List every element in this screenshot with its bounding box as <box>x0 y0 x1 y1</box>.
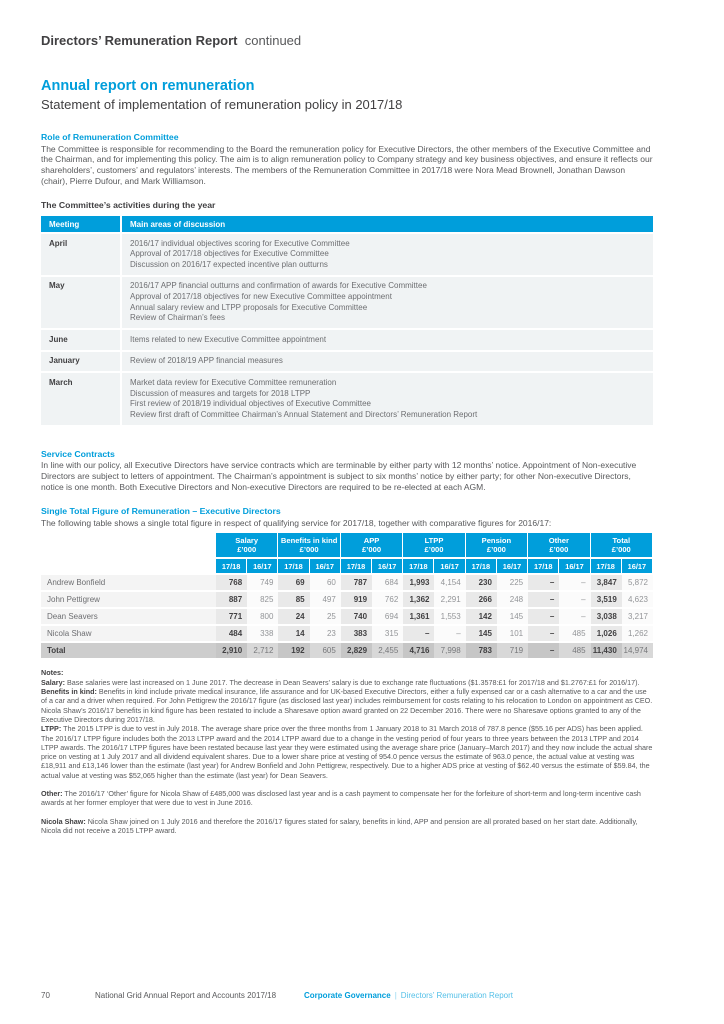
total-cell: 783 <box>466 643 497 658</box>
meeting-items <box>122 352 653 372</box>
activity-item: First review of 2018/19 individual objectives of Executive Committee <box>130 399 371 409</box>
total-cell: 2,712 <box>247 643 278 658</box>
value-cell: 919 <box>341 592 372 607</box>
value-cell: 694 <box>372 609 403 624</box>
year-header: 16/17 <box>310 559 341 573</box>
value-cell: 1,993 <box>403 575 434 590</box>
footer-section-bold: Corporate Governance <box>304 991 391 1000</box>
value-cell: 248 <box>497 592 528 607</box>
value-cell: 266 <box>466 592 497 607</box>
notes-section <box>41 668 653 835</box>
value-cell: 762 <box>372 592 403 607</box>
group-header-pension: Pension £’000 <box>466 533 528 557</box>
group-header-benefits: Benefits in kind £’000 <box>278 533 340 557</box>
value-cell: 14 <box>278 626 309 641</box>
total-row-label: Total <box>41 643 216 658</box>
value-cell: 24 <box>278 609 309 624</box>
director-name: John Pettigrew <box>41 592 216 607</box>
value-cell: 1,553 <box>434 609 465 624</box>
director-name: Nicola Shaw <box>41 626 216 641</box>
activity-item: Annual salary review and LTPP proposals for Executive Committee <box>130 302 368 312</box>
year-header: 16/17 <box>559 559 590 573</box>
value-cell: 1,026 <box>591 626 622 641</box>
total-cell: 7,998 <box>434 643 465 658</box>
total-cell: 485 <box>559 643 590 658</box>
service-contracts-heading: Service Contracts <box>41 448 115 459</box>
value-cell: 684 <box>372 575 403 590</box>
value-cell: 1,362 <box>403 592 434 607</box>
note-ltpp <box>41 724 653 780</box>
value-cell: 23 <box>310 626 341 641</box>
note-label: Benefits in kind: <box>41 687 97 697</box>
meeting-items <box>122 277 653 328</box>
single-total-intro: The following table shows a single total figure in respect of qualifying service for 2017/18, together with comparative figures for 2016/17: <box>41 517 552 528</box>
total-cell: 192 <box>278 643 309 658</box>
group-header-app: APP £’000 <box>341 533 403 557</box>
total-cell: 719 <box>497 643 528 658</box>
meeting-items <box>122 234 653 275</box>
value-cell: 315 <box>372 626 403 641</box>
section-heading: Annual report on remuneration <box>41 78 255 94</box>
activity-item: Review of Chairman’s fees <box>130 313 226 323</box>
value-cell: 825 <box>247 592 278 607</box>
total-cell: 2,829 <box>341 643 372 658</box>
meeting-month: March <box>41 373 120 424</box>
year-header: 16/17 <box>247 559 278 573</box>
year-header: 16/17 <box>434 559 465 573</box>
value-cell: 787 <box>341 575 372 590</box>
value-cell: 101 <box>497 626 528 641</box>
value-cell: – <box>559 609 590 624</box>
value-cell: – <box>528 626 559 641</box>
note-text: Base salaries were last increased on 1 June 2017. The decrease in Dean Seavers’ salary is due to exchange rate fluctuations ($1.3578:£1 for 2017/18 and $1.2767:£1 for 2016/17). <box>64 677 640 687</box>
value-cell: 4,623 <box>622 592 653 607</box>
value-cell: – <box>434 626 465 641</box>
value-cell: 749 <box>247 575 278 590</box>
value-cell: 3,519 <box>591 592 622 607</box>
value-cell: 60 <box>310 575 341 590</box>
footer-separator: | <box>394 991 397 1000</box>
value-cell: 1,361 <box>403 609 434 624</box>
value-cell: 69 <box>278 575 309 590</box>
activities-heading: The Committee’s activities during the year <box>41 200 216 211</box>
column-header-discussion: Main areas of discussion <box>122 216 653 232</box>
table-corner <box>41 533 216 557</box>
value-cell: 1,262 <box>622 626 653 641</box>
value-cell: – <box>559 592 590 607</box>
service-contracts-paragraph: In line with our policy, all Executive Directors have service contracts which are terminable by either party with 12 months’ notice. Appointment of Non-executive Directors are subject to letters of appointment. The Chairman’s appointment is subject to six months’ notice by either party; for other Non-executive Directors, notice is one month. Both Executive Directors and Non-executive Directors are required to be re-elected at each AGM. <box>41 460 637 493</box>
activity-item: Approval of 2017/18 objectives for new Executive Committee appointment <box>130 292 392 301</box>
total-cell: 14,974 <box>622 643 653 658</box>
year-header: 17/18 <box>591 559 622 573</box>
value-cell: 768 <box>216 575 247 590</box>
year-header: 17/18 <box>528 559 559 573</box>
activity-item: Review first draft of Committee Chairman’s Annual Statement and Directors’ Remuneration Report <box>130 409 478 419</box>
year-header: 16/17 <box>372 559 403 573</box>
value-cell: 338 <box>247 626 278 641</box>
value-cell: 230 <box>466 575 497 590</box>
value-cell: 142 <box>466 609 497 624</box>
value-cell: 25 <box>310 609 341 624</box>
note-benefits <box>41 687 653 724</box>
footer-section-light: Directors’ Remuneration Report <box>400 991 513 1000</box>
value-cell: 497 <box>310 592 341 607</box>
year-header: 16/17 <box>622 559 653 573</box>
value-cell: 383 <box>341 626 372 641</box>
note-other <box>41 789 653 808</box>
value-cell: 887 <box>216 592 247 607</box>
activity-item: Market data review for Executive Committee remuneration <box>130 377 337 387</box>
value-cell: – <box>403 626 434 641</box>
note-nicola-shaw <box>41 817 653 836</box>
activity-item: Approval of 2017/18 objectives for Executive Committee <box>130 249 329 259</box>
total-cell: 4,716 <box>403 643 434 658</box>
activity-item: Items related to new Executive Committee appointment <box>130 334 327 344</box>
value-cell: 3,217 <box>622 609 653 624</box>
value-cell: 4,154 <box>434 575 465 590</box>
table-corner <box>41 559 216 573</box>
value-cell: – <box>528 575 559 590</box>
page-footer <box>41 991 681 1000</box>
value-cell: – <box>528 592 559 607</box>
value-cell: – <box>528 609 559 624</box>
note-text: The 2015 LTPP is due to vest in July 2018. The average share price over the three months from 1 January 2018 to 31 March 2018 of 787.8 pence ($55.16 per ADS) has been applied. The 2016/17 LTPP figure includes both the 2013 LTPP award and the 2014 LTPP award due to a change in the vesting period of four years to three years between the 2013 LTPP and 2014 LTPP awards. The 2016/17 LTPP figures have been restated because last year they were estimated using the average share price (January–March 2017) and they now include the actual share price on vesting at 1 July 2017 and all dividend equivalent shares. Due to a lower share price at vesting of 954.0 pence versus the estimate of 963.0 pence, the actual value at vesting was £18,911 and £13,146 lower than the estimate (last year) for Andrew Bonfield and John Pettigrew, respectively. Due to a higher ADS price at vesting of $62.40 versus the estimate of $59.84, the actual value at vesting was $52,065 higher than the estimate (last year) for Dean Seavers. <box>41 724 653 780</box>
single-total-heading: Single Total Figure of Remuneration – Executive Directors <box>41 506 281 517</box>
year-header: 16/17 <box>497 559 528 573</box>
page-number: 70 <box>41 991 50 1000</box>
activities-table <box>41 216 653 425</box>
document-name: National Grid Annual Report and Accounts 2017/18 <box>95 991 277 1000</box>
meeting-month: April <box>41 234 120 275</box>
note-label: Salary: <box>41 677 65 687</box>
year-header: 17/18 <box>341 559 372 573</box>
meeting-items <box>122 373 653 424</box>
total-cell: 2,455 <box>372 643 403 658</box>
group-header-salary: Salary £’000 <box>216 533 278 557</box>
value-cell: 5,872 <box>622 575 653 590</box>
total-cell: – <box>528 643 559 658</box>
value-cell: 225 <box>497 575 528 590</box>
meeting-month: January <box>41 352 120 372</box>
value-cell: – <box>559 575 590 590</box>
meeting-items <box>122 330 653 350</box>
activity-item: Review of 2018/19 APP financial measures <box>130 356 283 366</box>
value-cell: 800 <box>247 609 278 624</box>
value-cell: 740 <box>341 609 372 624</box>
running-title <box>41 33 653 48</box>
total-cell: 2,910 <box>216 643 247 658</box>
note-text: Nicola Shaw joined on 1 July 2016 and therefore the 2016/17 figures stated for salary, benefits in kind, APP and pension are all prorated based on her start date. Additionally, Nicola did not receive a 2015 LTPP award. <box>41 816 638 835</box>
total-cell: 605 <box>310 643 341 658</box>
value-cell: 2,291 <box>434 592 465 607</box>
note-label: Other: <box>41 789 63 799</box>
value-cell: 85 <box>278 592 309 607</box>
group-header-total: Total £’000 <box>591 533 653 557</box>
role-paragraph: The Committee is responsible for recommending to the Board the remuneration policy for Executive Directors, the other members of the Executive Committee and the Chairman, and for implementing this policy. The aim is to align remuneration policy to Company strategy and key business objectives, and ensure it reflects our shareholders’, customers’ and regulators’ interests. The members of the Remuneration Committee in 2017/18 were Nora Mead Brownell, Jonathan Dawson (chair), Pierre Dufour, and Mark Williamson. <box>41 143 653 187</box>
value-cell: 3,038 <box>591 609 622 624</box>
section-subheading: Statement of implementation of remuneration policy in 2017/18 <box>41 97 403 112</box>
director-name: Dean Seavers <box>41 609 216 624</box>
year-header: 17/18 <box>403 559 434 573</box>
year-header: 17/18 <box>216 559 247 573</box>
year-header: 17/18 <box>466 559 497 573</box>
note-label: Nicola Shaw: <box>41 816 86 826</box>
report-title-continued: continued <box>244 33 302 48</box>
year-header: 17/18 <box>278 559 309 573</box>
value-cell: 3,847 <box>591 575 622 590</box>
meeting-month: June <box>41 330 120 350</box>
value-cell: 145 <box>497 609 528 624</box>
activity-item: Discussion of measures and targets for 2018 LTPP <box>130 388 311 398</box>
meeting-month: May <box>41 277 120 328</box>
note-label: LTPP: <box>41 724 62 734</box>
activity-item: Discussion on 2016/17 expected incentive plan outturns <box>130 259 328 269</box>
note-text: Benefits in kind include private medical insurance, life assurance and for UK-based Executive Directors, either a fully expensed car or a cash alternative to a car and the use of a car and a driver when required. For John Pettigrew the 2016/17 figure (as disclosed last year) includes reimbursement for costs relating to his relocation to London on appointment as CEO. Nicola Shaw’s 2016/17 benefits in kind figure has been restated to include a Sharesave option award granted on 22 December 2016. There were no Sharesave options granted to any of the Executive Directors during 2017/18. <box>41 687 653 724</box>
value-cell: 485 <box>559 626 590 641</box>
value-cell: 145 <box>466 626 497 641</box>
notes-heading: Notes: <box>41 668 64 678</box>
value-cell: 771 <box>216 609 247 624</box>
activity-item: 2016/17 APP financial outturns and confirmation of awards for Executive Committee <box>130 281 427 291</box>
report-title: Directors’ Remuneration Report <box>41 33 238 48</box>
group-header-other: Other £’000 <box>528 533 590 557</box>
column-header-meeting: Meeting <box>41 216 120 232</box>
note-text: The 2016/17 ‘Other’ figure for Nicola Shaw of £485,000 was disclosed last year and is a cash payment to compensate her for the forfeiture of short-term and long-term incentive cash awards at her former employer that were due to vest in June 2016. <box>41 789 641 808</box>
remuneration-table <box>41 533 653 658</box>
role-heading: Role of Remuneration Committee <box>41 132 179 142</box>
activity-item: 2016/17 individual objectives scoring for Executive Committee <box>130 238 350 248</box>
group-header-ltpp: LTPP £’000 <box>403 533 465 557</box>
note-salary <box>41 678 653 687</box>
total-cell: 11,430 <box>591 643 622 658</box>
director-name: Andrew Bonfield <box>41 575 216 590</box>
value-cell: 484 <box>216 626 247 641</box>
